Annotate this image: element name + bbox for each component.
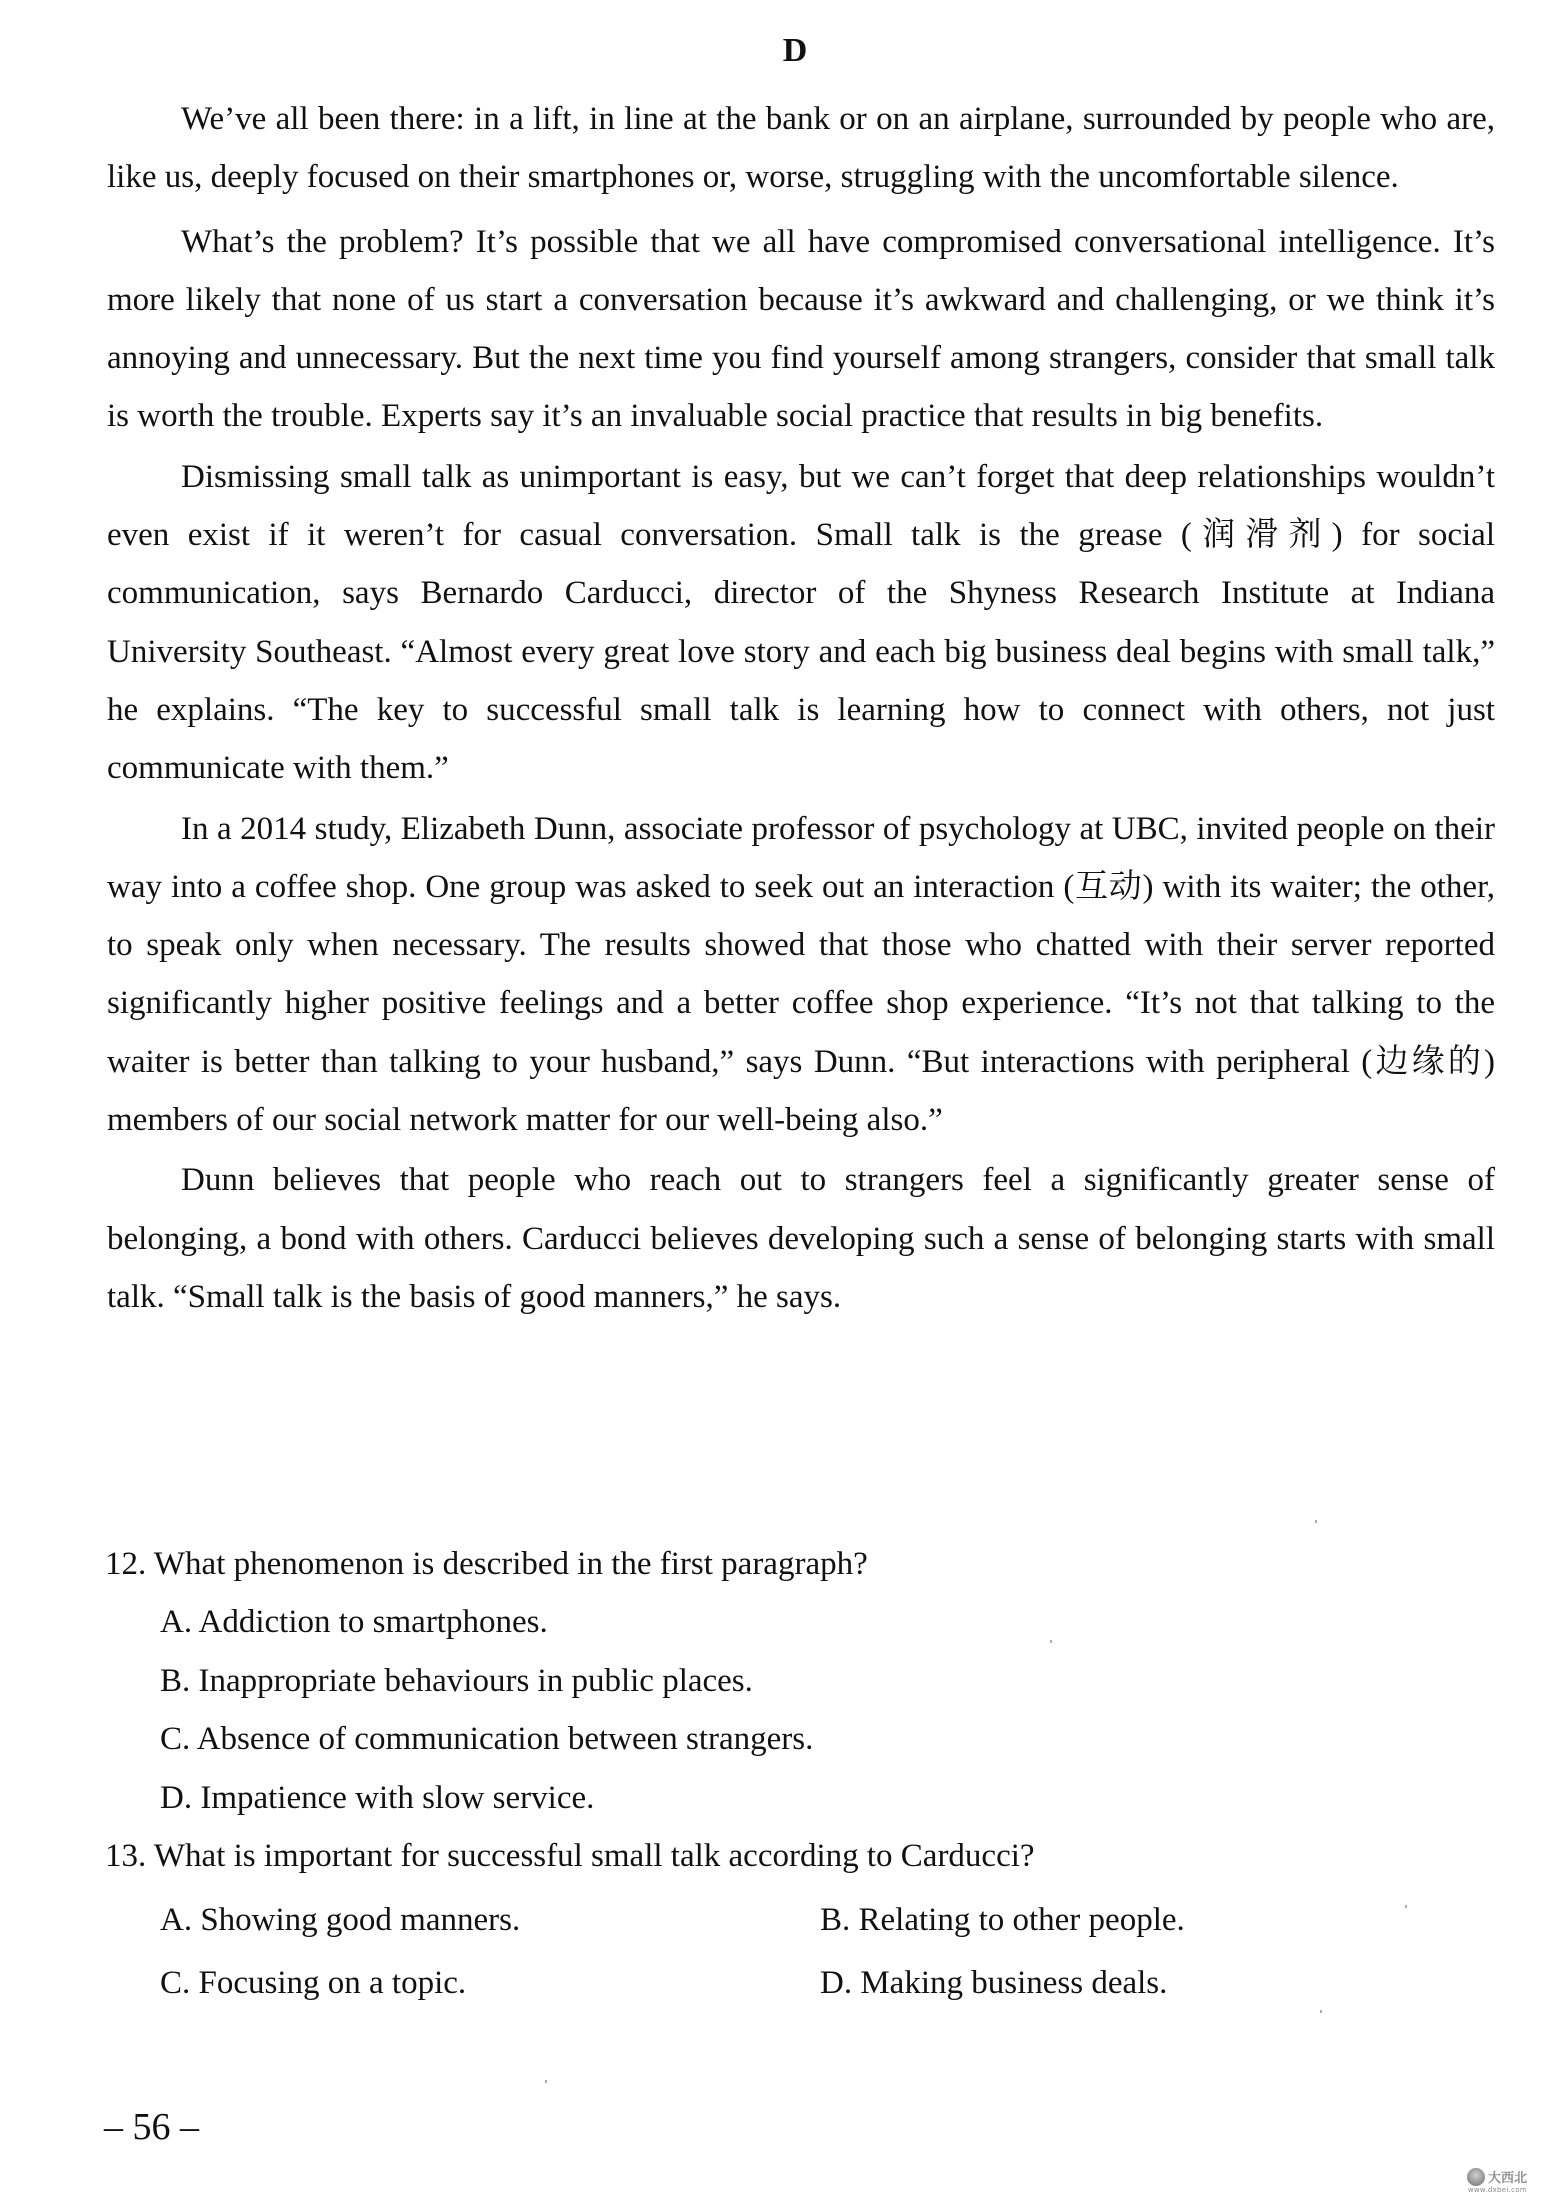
question-text: What phenomenon is described in the first paragraph?: [153, 1546, 868, 1582]
option-d[interactable]: D. Impatience with slow service.: [160, 1779, 595, 1816]
scan-speck: [1050, 1640, 1052, 1643]
option-a[interactable]: A. Showing good manners.: [160, 1902, 521, 1938]
question-12: [105, 1535, 1405, 1827]
watermark: [1432, 2167, 1527, 2199]
question-number: 12.: [105, 1546, 147, 1582]
scan-speck: [1405, 1905, 1407, 1908]
passage-paragraph-2: What’s the problem? It’s possible that we all have compromised conversational intelligence. It’s more likely that none of us start a conversation because it’s awkward and challenging, or we think it’s annoying and unnecessary. But the next time you find yourself among strangers, consider that small talk is worth the trouble. Experts say it’s an invaluable social practice that results in big benefits.: [107, 223, 1495, 435]
scan-speck: [545, 2080, 547, 2083]
option-a[interactable]: A. Addiction to smartphones.: [160, 1604, 548, 1640]
option-c[interactable]: C. Absence of communication between strangers.: [160, 1721, 814, 1757]
question-stem: [105, 1827, 1405, 1885]
passage-paragraph-3: Dismissing small talk as unimportant is easy, but we can’t forget that deep relationships wouldn’t even exist if it weren’t for casual conversation. Small talk is the grease (润滑剂) for social communication, says Bernardo Carducci, director of the Shyness Research Institute at Indiana University Southeast. “Almost every great love story and each big business deal begins with small talk,” he explains. “The key to successful small talk is learning how to connect with others, not just communicate with them.”: [107, 458, 1495, 787]
scan-speck: [1320, 2010, 1322, 2013]
elephant-logo-icon: [1467, 2168, 1485, 2186]
question-list: [105, 1535, 1405, 2012]
question-13: [105, 1827, 1405, 2012]
watermark-url: www.dxbei.com: [1467, 2186, 1527, 2194]
question-stem: [105, 1535, 1405, 1593]
option-b[interactable]: B. Relating to other people.: [820, 1902, 1185, 1938]
page-number: – 56 –: [104, 2106, 199, 2148]
answer-options: [105, 1593, 1405, 1827]
question-number: 13.: [105, 1838, 147, 1874]
option-c[interactable]: C. Focusing on a topic.: [160, 1964, 467, 2001]
question-text: What is important for successful small talk according to Carducci?: [153, 1838, 1035, 1874]
passage-paragraph-1: We’ve all been there: in a lift, in line at the bank or on an airplane, surrounded by people who are, like us, deeply focused on their smartphones or, worse, struggling with the uncomfortable silence.: [107, 101, 1495, 196]
answer-options: [105, 1891, 1405, 2012]
passage-paragraph-4: In a 2014 study, Elizabeth Dunn, associate professor of psychology at UBC, invited people on their way into a coffee shop. One group was asked to seek out an interaction (互动) with its waiter; the other, to speak only when necessary. The results showed that those who chatted with their server reported significantly higher positive feelings and a better coffee shop experience. “It’s not that talking to the waiter is better than talking to your husband,” says Dunn. “But interactions with peripheral (边缘的) members of our social network matter for our well-being also.”: [107, 810, 1495, 1139]
section-letter: D: [782, 32, 808, 69]
scan-speck: [1315, 1520, 1317, 1523]
option-b[interactable]: B. Inappropriate behaviours in public places.: [160, 1662, 753, 1699]
reading-passage: [107, 90, 1495, 1326]
passage-paragraph-5: Dunn believes that people who reach out to strangers feel a significantly greater sense of belonging, a bond with others. Carducci believes developing such a sense of belonging starts with small talk. “Small talk is the basis of good manners,” he says.: [107, 1162, 1495, 1315]
watermark-name: 大西北: [1487, 2171, 1527, 2186]
option-d[interactable]: D. Making business deals.: [820, 1964, 1168, 2001]
